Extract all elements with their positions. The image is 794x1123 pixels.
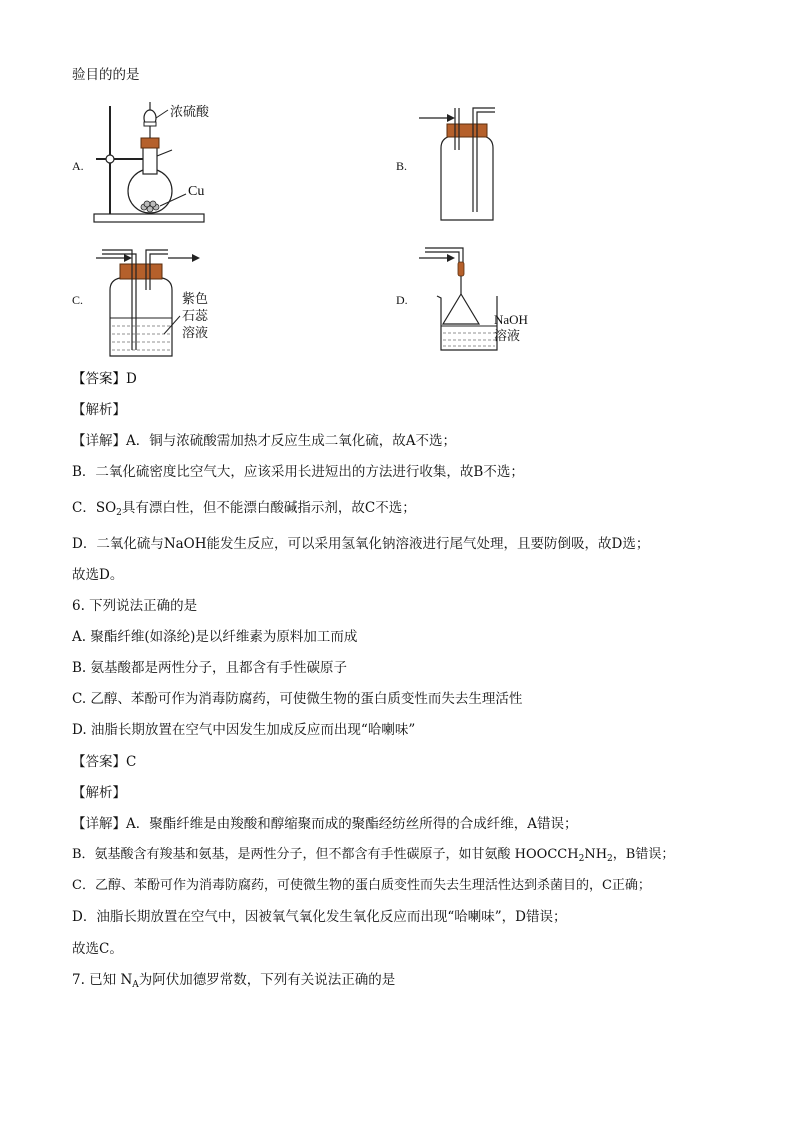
q6-detail-c: C．乙醇、苯酚可作为消毒防腐药，可使微生物的蛋白质变性而失去生理活性达到杀菌目的，C正确； xyxy=(72,878,651,893)
answer-label: 【答案】 xyxy=(72,371,126,387)
q6-detail-b-mid: NH xyxy=(584,847,608,862)
q6-detail-b-sub1: 2 xyxy=(578,854,585,864)
label-purple-litmus xyxy=(182,291,208,342)
answer-value: D xyxy=(126,371,137,387)
q6-detail-b-sub2: 2 xyxy=(607,854,613,864)
q6-answer-value: C xyxy=(126,754,137,770)
option-c-letter: C. xyxy=(72,293,84,307)
q5-detail-b: B．二氧化硫密度比空气大，应该采用长进短出的方法进行收集，故B不选； xyxy=(72,464,524,480)
q7-stem-post: 为阿伏加德罗常数，下列有关说法正确的是 xyxy=(138,972,396,988)
q5-detail-c-pre: C．SO xyxy=(72,500,117,516)
q5-conclusion: 故选D。 xyxy=(72,567,124,583)
option-b-letter: B. xyxy=(396,159,408,173)
q7-stem-pre: 7. 已知 N xyxy=(72,972,133,988)
label-litmus: 石蕊 xyxy=(182,309,209,324)
q7-stem xyxy=(72,971,395,994)
q6-option-b: B. 氨基酸都是两性分子，且都含有手性碳原子 xyxy=(72,660,348,676)
label-naoh-solution xyxy=(494,311,528,345)
q5-analysis-label: 【解析】 xyxy=(72,402,126,418)
q5-detail-a: 【详解】A．铜与浓硫酸需加热才反应生成二氧化硫，故A不选； xyxy=(72,433,456,449)
q5-detail-c-post: 具有漂白性，但不能漂白酸碱指示剂，故C不选； xyxy=(121,500,416,516)
q6-answer-label: 【答案】 xyxy=(72,754,126,770)
option-a-letter: A. xyxy=(72,159,84,173)
label-purple: 紫色 xyxy=(182,292,209,307)
label-naoh-solution-word: 溶液 xyxy=(494,329,521,344)
q6-detail-b xyxy=(72,846,674,868)
q6-detail-a: 【详解】A．聚酯纤维是由羧酸和醇缩聚而成的聚酯经纺丝所得的合成纤维，A错误； xyxy=(72,816,578,832)
q6-option-c: C. 乙醇、苯酚可作为消毒防腐药，可使微生物的蛋白质变性而失去生理活性 xyxy=(72,691,523,707)
q6-conclusion: 故选C。 xyxy=(72,941,123,957)
label-conc-sulfuric-acid: 浓硫酸 xyxy=(170,105,210,120)
q6-option-a: A. 聚酯纤维(如涤纶)是以纤维素为原料加工而成 xyxy=(72,629,358,645)
q5-detail-d: D．二氧化硫与NaOH能发生反应，可以采用氢氧化钠溶液进行尾气处理，且要防倒吸，故D选； xyxy=(72,536,650,552)
label-solution: 溶液 xyxy=(182,326,209,341)
q5-detail-c xyxy=(72,499,416,522)
q6-option-d: D. 油脂长期放置在空气中因发生加成反应而出现“哈喇味” xyxy=(72,722,416,738)
label-cu: Cu xyxy=(188,184,205,199)
q6-detail-b-pre: B．氨基酸含有羧基和氨基，是两性分子，但不都含有手性碳原子，如甘氨酸 HOOCCH xyxy=(72,847,579,862)
q7-stem-sub: A xyxy=(132,980,139,990)
q6-detail-b-post: ，B错误； xyxy=(612,847,675,862)
label-naoh: NaOH xyxy=(494,312,528,327)
q6-answer xyxy=(72,753,136,771)
q6-analysis-label: 【解析】 xyxy=(72,785,126,801)
figure-b-gas-collection-bottle xyxy=(415,100,515,225)
q6-stem: 6. 下列说法正确的是 xyxy=(72,598,198,614)
q5-detail-c-sub: 2 xyxy=(116,508,122,518)
intro-text: 验目的的是 xyxy=(72,67,140,83)
q6-detail-d: D．油脂长期放置在空气中，因被氧气氧化发生氧化反应而出现“哈喇味”，D错误； xyxy=(72,909,567,925)
q5-answer xyxy=(72,370,137,388)
option-d-letter: D. xyxy=(396,293,408,307)
